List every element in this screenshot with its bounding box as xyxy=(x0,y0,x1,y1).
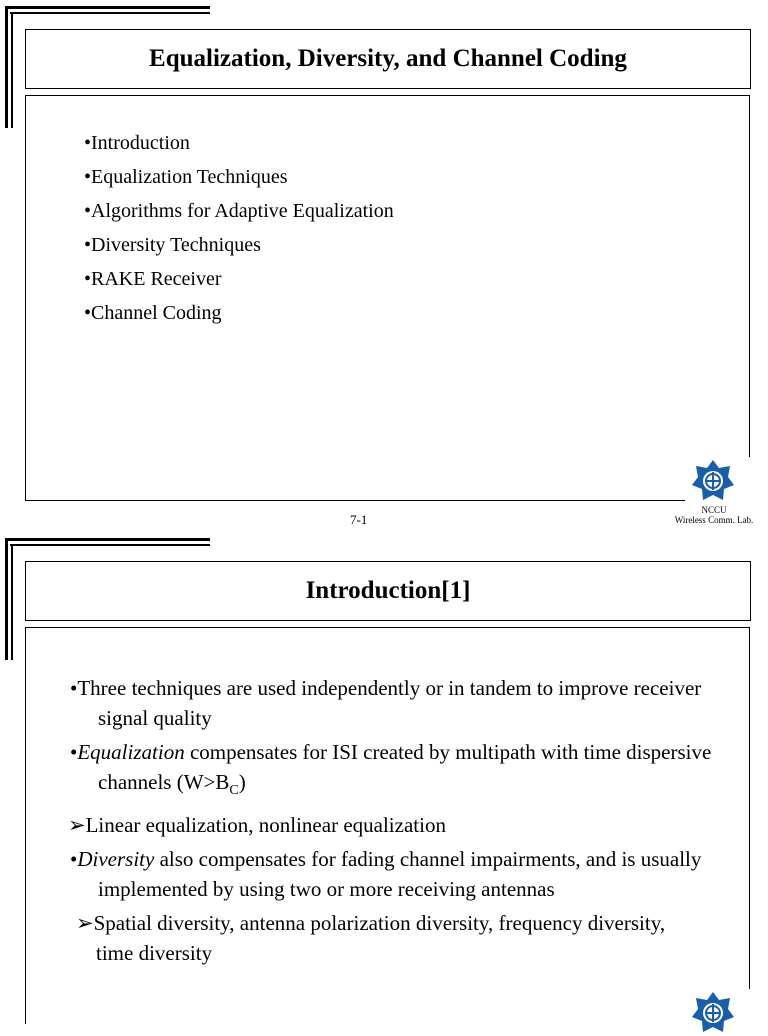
corner-decoration xyxy=(5,6,210,9)
content-right-border xyxy=(749,627,750,989)
list-item: •RAKE Receiver xyxy=(84,268,222,290)
footer-lab-name: Wireless Comm. Lab. xyxy=(674,515,754,525)
footer-org: NCCU xyxy=(701,505,727,515)
subscript: C xyxy=(229,783,239,799)
corner-decoration xyxy=(11,544,13,660)
bullet-dot: • xyxy=(70,847,78,872)
content-right-border xyxy=(749,95,750,457)
list-item: ➢Spatial diversity, antenna polarization diversity, frequency diversity, time diversity xyxy=(76,911,666,966)
bullet-text: also compensates for fading channel impairments, and is usually implemented by using two or more receiving antennas xyxy=(98,847,702,902)
university-logo-icon xyxy=(690,458,736,504)
list-item: •Equalization Techniques xyxy=(84,166,288,188)
content-left-border xyxy=(25,627,26,1024)
bullet-list xyxy=(84,126,394,330)
list-item: •Algorithms for Adaptive Equalization xyxy=(84,200,394,222)
list-item: •Three techniques are used independently or in tandem to improve receiver signal quality xyxy=(70,676,702,730)
bullet-list xyxy=(70,673,730,972)
content-bottom-border xyxy=(25,500,685,501)
bullet-text: compensates for ISI created by multipath with time dispersive channels (W>B xyxy=(98,740,712,794)
bullet-end: ) xyxy=(238,770,246,794)
list-item xyxy=(70,737,730,806)
list-item xyxy=(70,844,730,904)
corner-decoration xyxy=(11,12,13,128)
term-diversity: Diversity xyxy=(77,847,155,872)
corner-decoration xyxy=(5,6,8,128)
list-item: •Channel Coding xyxy=(84,302,222,324)
slide-title: Introduction[1] xyxy=(25,561,751,621)
footer-lab xyxy=(660,505,768,525)
corner-decoration xyxy=(5,538,210,541)
list-item: ➢Linear equalization, nonlinear equalization xyxy=(68,813,446,838)
corner-decoration xyxy=(5,538,8,660)
corner-decoration xyxy=(10,544,210,546)
corner-decoration xyxy=(10,12,210,14)
bullet-dot: • xyxy=(70,740,78,764)
list-item: •Introduction xyxy=(84,132,190,154)
list-item: •Diversity Techniques xyxy=(84,234,261,256)
university-logo-icon xyxy=(690,990,736,1036)
content-top-border xyxy=(25,95,750,96)
slide-title: Equalization, Diversity, and Channel Coding xyxy=(25,29,751,89)
content-left-border xyxy=(25,95,26,500)
page-number: 7-1 xyxy=(350,512,368,527)
content-top-border xyxy=(25,627,750,628)
term-equalization: Equalization xyxy=(77,740,185,764)
